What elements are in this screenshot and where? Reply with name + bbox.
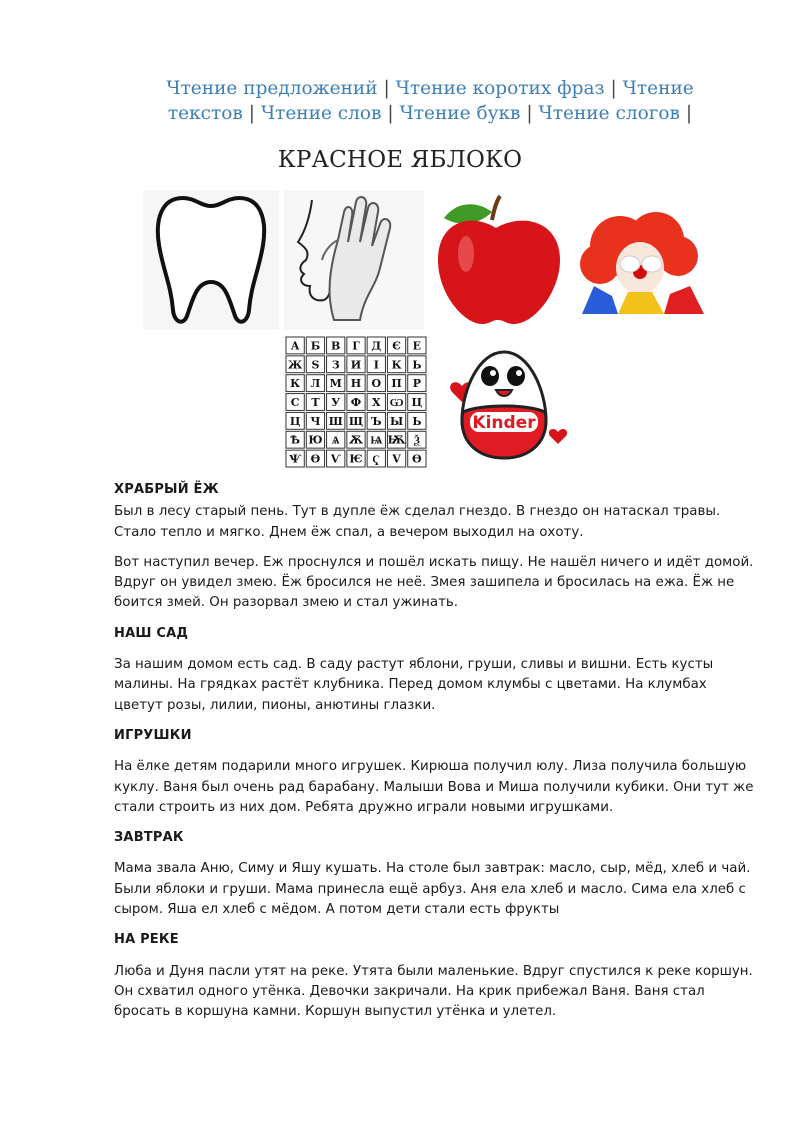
- alphabet-cell: Д: [371, 339, 382, 353]
- alphabet-cell: С: [290, 396, 300, 409]
- alphabet-cell: П: [391, 377, 402, 391]
- section-heading: ИГРУШКИ: [114, 727, 192, 743]
- nav-link-words[interactable]: Чтение слов: [260, 103, 382, 124]
- tooth-icon: [143, 190, 279, 330]
- paragraph: На ёлке детям подарили много игрушек. Кирюша получил юлу. Лиза получила большую куклу. Ваня был очень рад барабану. Малыши Вова и Миша получили кубики. Они тут же стали строить из них дом. Ребята дружно играли новыми игрушками.: [114, 759, 754, 815]
- nav-link-sentences[interactable]: Чтение предложений: [166, 78, 378, 99]
- alphabet-cell: Ѕ: [311, 358, 320, 372]
- nav-link-letters[interactable]: Чтение букв: [399, 103, 521, 124]
- section-heading: ЗАВТРАК: [114, 830, 184, 846]
- red-apple-icon: [430, 190, 566, 330]
- alphabet-cell: Т: [311, 396, 320, 409]
- alphabet-cell: В: [331, 339, 341, 353]
- alphabet-cell: Ь: [412, 414, 422, 428]
- nav-separator: |: [526, 103, 533, 124]
- alphabet-cell: Ч: [310, 414, 321, 428]
- alphabet-cell: Ы: [389, 414, 404, 428]
- alphabet-cell: Ж: [287, 358, 303, 372]
- nav-separator: |: [685, 103, 693, 124]
- alphabet-cell: Ҁ: [372, 452, 381, 466]
- paragraph: Мама звала Аню, Симу и Яшу кушать. На столе был завтрак: масло, сыр, мёд, хлеб и чай. Были яблоки и груши. Мама принесла ещё арбуз. Аня ела хлеб и масло. Сима ела хлеб с сыром. Яша ел хлеб с мёдом. А потом дети стали есть фрукты: [114, 861, 751, 918]
- alphabet-cell: Л: [310, 377, 321, 391]
- alphabet-cell: Щ: [348, 414, 364, 428]
- alphabet-cell: Ѧ: [331, 433, 340, 447]
- paragraph: Был в лесу старый пень. Тут в дупле ёж сделал гнездо. В гнездо он натаскал травы. Стало тепло и мягко. Днем ёж спал, а вечером выходил на охоту.: [114, 504, 721, 540]
- alphabet-cell: Є: [392, 339, 401, 353]
- paragraph: За нашим домом есть сад. В саду растут яблони, груши, сливы и вишни. Есть кусты малины. На грядках растёт клубника. Перед домом клумбы с цветами. На клумбах цветут розы, лилии, пионы, анютины глазки.: [114, 657, 714, 713]
- alphabet-cell: Б: [310, 339, 321, 353]
- kinder-egg-icon: [440, 346, 568, 462]
- alphabet-cell: Р: [412, 377, 421, 391]
- alphabet-cell: Ю: [308, 433, 323, 447]
- alphabet-cell: Ѡ: [389, 396, 404, 409]
- alphabet-cell: Ѩ: [370, 433, 383, 447]
- alphabet-cell: О: [371, 377, 382, 391]
- alphabet-cell: Ѯ: [413, 433, 420, 447]
- nav-separator: |: [248, 103, 255, 124]
- nav-link-syllables[interactable]: Чтение слогов: [538, 103, 680, 124]
- stories: [114, 480, 754, 1033]
- alphabet-cell: У: [331, 396, 341, 409]
- alphabet-cell: Ѳ: [310, 452, 321, 466]
- alphabet-cell: Ц: [411, 396, 423, 409]
- reading-nav: [150, 76, 710, 126]
- alphabet-cell: Ѥ: [349, 452, 363, 466]
- clown-icon: [572, 206, 712, 316]
- alphabet-cell: Ъ: [371, 414, 382, 428]
- alphabet-cell: М: [329, 377, 342, 391]
- nav-separator: |: [387, 103, 394, 124]
- alphabet-cell: Ѫ: [348, 433, 364, 447]
- section-heading: ХРАБРЫЙ ЁЖ: [114, 482, 219, 497]
- old-alphabet-table-icon: [285, 336, 427, 468]
- alphabet-cell: Г: [352, 339, 360, 353]
- section-heading: НА РЕКЕ: [114, 932, 179, 948]
- paragraph: Люба и Дуня пасли утят на реке. Утята были маленькие. Вдруг спустился к реке коршун. Он схватил одного утёнка. Девочки закричали. На крик прибежал Ваня. Ваня стал бросать в коршуна камни. Коршун выпустил утёнка и улетел.: [114, 963, 753, 1020]
- alphabet-cell: Ф: [350, 396, 362, 409]
- alphabet-cell: З: [331, 358, 340, 372]
- alphabet-cell: Ѳ: [412, 452, 422, 466]
- alphabet-cell: И: [350, 358, 362, 372]
- alphabet-cell: Ѭ: [387, 433, 406, 447]
- alphabet-cell: К: [391, 358, 402, 372]
- alphabet-cell: Ѱ: [289, 452, 302, 466]
- paragraph: Вот наступил вечер. Еж проснулся и пошёл искать пищу. Не нашёл ничего и идёт домой. Вдруг он увидел змею. Ёж бросился не неё. Змея зашипела и бросилась на ежа. Ёж не боится змей. Он разорвал змею и стал ужинать.: [114, 554, 754, 611]
- nav-separator: |: [383, 78, 390, 99]
- nav-link-short-phrases[interactable]: Чтение коротих фраз: [395, 78, 605, 99]
- kinder-label: Kinder: [472, 413, 536, 433]
- alphabet-cell: А: [290, 339, 300, 353]
- alphabet-cell: Ѵ: [330, 452, 341, 466]
- alphabet-cell: Ц: [289, 414, 301, 428]
- page-title: КРАСНОЕ ЯБЛОКО: [277, 147, 523, 173]
- alphabet-cell: К: [290, 377, 301, 391]
- alphabet-cell: Ш: [328, 414, 343, 428]
- alphabet-cell: Н: [350, 377, 362, 391]
- section-heading: НАШ САД: [114, 625, 189, 641]
- alphabet-cell: Ь: [412, 358, 422, 372]
- nav-link-texts[interactable]: Чтение текстов: [167, 78, 694, 124]
- hand-at-mouth-icon: [284, 190, 424, 330]
- alphabet-cell: І: [373, 358, 379, 372]
- alphabet-cell: Е: [412, 339, 422, 353]
- alphabet-cell: Ѣ: [290, 433, 300, 447]
- alphabet-cell: Х: [372, 396, 381, 409]
- alphabet-cell: V: [392, 452, 401, 466]
- nav-separator: |: [610, 78, 617, 99]
